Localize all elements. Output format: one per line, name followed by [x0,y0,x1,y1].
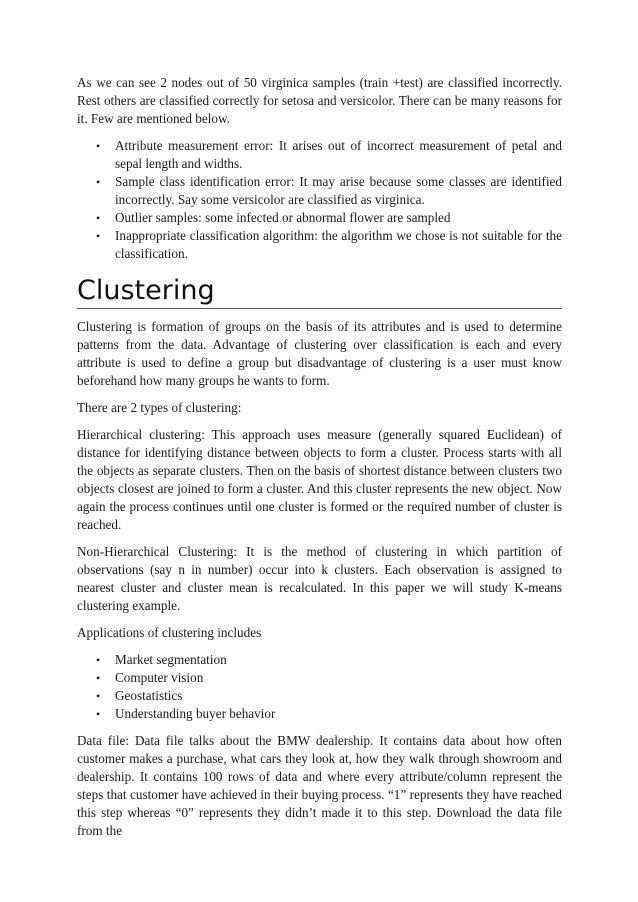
list-item [77,209,562,227]
reasons-list [77,137,562,263]
list-item-text: Geostatistics [115,688,183,703]
list-item-text: Outlier samples: some infected or abnormal flower are sampled [115,210,451,225]
types-paragraph: There are 2 types of clustering: [77,400,242,415]
list-item-text: Attribute measurement error: It arises out of incorrect measurement of petal and sepal length and widths. [115,138,562,171]
applications-list [77,651,562,723]
hierarchical-paragraph: Hierarchical clustering: This approach uses measure (generally squared Euclidean) of distance for identifying distance between objects to form a cluster. Process starts with all the objects as separate clusters. Then on the basis of shortest distance between clusters two objects closest are joined to form a cluster. And this cluster represents the new object. Now again the process continues until one cluster is formed or the required number of cluster is reached. [77,427,562,532]
list-item [77,173,562,209]
list-item-text: Computer vision [115,670,204,685]
bullet-icon: • [96,139,101,153]
nonhierarchical-paragraph: Non-Hierarchical Clustering: It is the method of clustering in which partition of observations (say n in number) occur into k clusters. Each observation is assigned to nearest cluster and cluster mean is recalculated. In this paper we will study K-means clustering example. [77,544,562,613]
list-item [77,137,562,173]
list-item [77,705,562,723]
bullet-icon: • [96,689,101,703]
list-item [77,687,562,705]
bullet-icon: • [96,175,101,189]
document-body [77,74,562,849]
bullet-icon: • [96,653,101,667]
list-item-text: Sample class identification error: It may arise because some classes are identified incorrectly. Say some versicolor are classified as virginica. [115,174,562,207]
bullet-icon: • [96,211,101,225]
list-item [77,669,562,687]
clustering-paragraph: Clustering is formation of groups on the basis of its attributes and is used to determine patterns from the data. Advantage of clustering over classification is each and every attribute is used to define a group but disadvantage of clustering is a user must know beforehand how many groups he wants to form. [77,319,562,388]
list-item [77,227,562,263]
list-item-text: Understanding buyer behavior [115,706,276,721]
bullet-icon: • [96,229,101,243]
intro-paragraph: As we can see 2 nodes out of 50 virginica samples (train +test) are classified incorrectly. Rest others are classified correctly for setosa and versicolor. There can be many reasons for it. Few are mentioned below. [77,75,562,126]
applications-intro: Applications of clustering includes [77,625,262,640]
datafile-paragraph: Data file: Data file talks about the BMW dealership. It contains data about how often customer makes a purchase, what cars they look at, how they walk through showroom and dealership. It contains 100 rows of data and where every attribute/column represent the steps that customer have achieved in their buying process. “1” represents they have reached this step whereas “0” represents they didn’t made it to this step. Download the data file from the [77,733,562,838]
list-item-text: Inappropriate classification algorithm: the algorithm we chose is not suitable for the classification. [115,228,562,261]
bullet-icon: • [96,707,101,721]
list-item-text: Market segmentation [115,652,227,667]
list-item [77,651,562,669]
section-heading: Clustering [77,275,562,309]
bullet-icon: • [96,671,101,685]
